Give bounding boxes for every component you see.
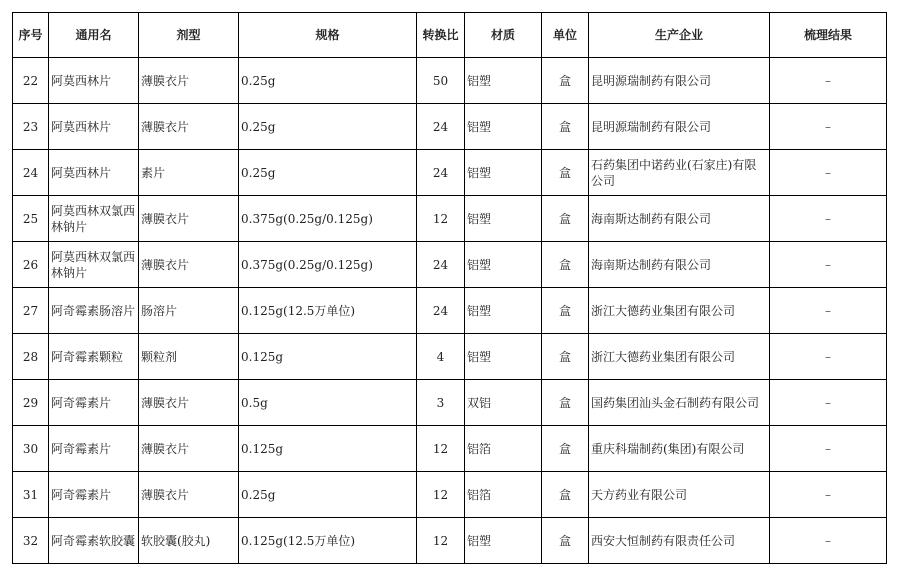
cell-unit: 盒 [542,196,589,242]
table-row [13,380,887,426]
cell-manufacturer: 天方药业有限公司 [589,472,770,518]
cell-review-result: – [770,150,887,196]
header-review-result: 梳理结果 [770,13,887,58]
cell-conversion-ratio: 12 [417,196,465,242]
cell-dosage-form: 薄膜衣片 [139,104,239,150]
cell-manufacturer: 石药集团中诺药业(石家庄)有限公司 [589,150,770,196]
cell-specification: 0.25g [239,104,417,150]
cell-material: 铝塑 [465,334,542,380]
cell-unit: 盒 [542,58,589,104]
cell-material: 铝塑 [465,58,542,104]
cell-seq-no: 24 [13,150,49,196]
cell-specification: 0.25g [239,58,417,104]
cell-conversion-ratio: 24 [417,104,465,150]
cell-conversion-ratio: 24 [417,150,465,196]
cell-unit: 盒 [542,426,589,472]
cell-dosage-form: 软胶囊(胶丸) [139,518,239,564]
cell-seq-no: 29 [13,380,49,426]
cell-unit: 盒 [542,472,589,518]
cell-review-result: – [770,472,887,518]
cell-seq-no: 31 [13,472,49,518]
cell-specification: 0.125g [239,334,417,380]
cell-manufacturer: 重庆科瑞制药(集团)有限公司 [589,426,770,472]
cell-seq-no: 32 [13,518,49,564]
cell-manufacturer: 昆明源瑞制药有限公司 [589,58,770,104]
cell-conversion-ratio: 12 [417,472,465,518]
cell-specification: 0.375g(0.25g/0.125g) [239,242,417,288]
header-seq-no: 序号 [13,13,49,58]
cell-conversion-ratio: 12 [417,518,465,564]
table-row [13,196,887,242]
table-row [13,58,887,104]
cell-review-result: – [770,426,887,472]
cell-dosage-form: 素片 [139,150,239,196]
cell-conversion-ratio: 12 [417,426,465,472]
table-header-row [13,13,887,58]
header-unit: 单位 [542,13,589,58]
cell-specification: 0.5g [239,380,417,426]
cell-review-result: – [770,380,887,426]
cell-seq-no: 28 [13,334,49,380]
cell-material: 铝塑 [465,104,542,150]
cell-manufacturer: 浙江大德药业集团有限公司 [589,288,770,334]
cell-conversion-ratio: 4 [417,334,465,380]
table-row [13,150,887,196]
cell-seq-no: 23 [13,104,49,150]
drug-list-table [12,12,887,564]
cell-manufacturer: 海南斯达制药有限公司 [589,196,770,242]
header-manufacturer: 生产企业 [589,13,770,58]
cell-manufacturer: 浙江大德药业集团有限公司 [589,334,770,380]
cell-review-result: – [770,518,887,564]
cell-conversion-ratio: 50 [417,58,465,104]
table-row [13,288,887,334]
cell-seq-no: 22 [13,58,49,104]
header-generic-name: 通用名 [49,13,139,58]
header-conversion-ratio: 转换比 [417,13,465,58]
cell-conversion-ratio: 3 [417,380,465,426]
cell-material: 铝塑 [465,150,542,196]
cell-conversion-ratio: 24 [417,242,465,288]
cell-dosage-form: 颗粒剂 [139,334,239,380]
cell-seq-no: 27 [13,288,49,334]
header-material: 材质 [465,13,542,58]
cell-material: 铝塑 [465,242,542,288]
cell-specification: 0.125g [239,426,417,472]
cell-dosage-form: 肠溶片 [139,288,239,334]
cell-dosage-form: 薄膜衣片 [139,242,239,288]
cell-generic-name: 阿奇霉素片 [49,472,139,518]
cell-material: 铝箔 [465,426,542,472]
cell-review-result: – [770,288,887,334]
cell-unit: 盒 [542,518,589,564]
table-row [13,472,887,518]
cell-dosage-form: 薄膜衣片 [139,196,239,242]
cell-unit: 盒 [542,150,589,196]
header-dosage-form: 剂型 [139,13,239,58]
cell-generic-name: 阿奇霉素片 [49,380,139,426]
cell-specification: 0.25g [239,472,417,518]
cell-review-result: – [770,196,887,242]
cell-specification: 0.125g(12.5万单位) [239,288,417,334]
cell-unit: 盒 [542,104,589,150]
cell-generic-name: 阿奇霉素软胶囊 [49,518,139,564]
table-body [13,58,887,564]
cell-specification: 0.125g(12.5万单位) [239,518,417,564]
cell-material: 双铝 [465,380,542,426]
cell-specification: 0.375g(0.25g/0.125g) [239,196,417,242]
cell-seq-no: 25 [13,196,49,242]
cell-generic-name: 阿莫西林片 [49,104,139,150]
cell-generic-name: 阿莫西林双氯西林钠片 [49,196,139,242]
cell-material: 铝箔 [465,472,542,518]
cell-manufacturer: 昆明源瑞制药有限公司 [589,104,770,150]
cell-conversion-ratio: 24 [417,288,465,334]
cell-review-result: – [770,58,887,104]
cell-generic-name: 阿奇霉素肠溶片 [49,288,139,334]
cell-unit: 盒 [542,334,589,380]
table-row [13,334,887,380]
cell-manufacturer: 国药集团汕头金石制药有限公司 [589,380,770,426]
cell-review-result: – [770,104,887,150]
cell-material: 铝塑 [465,196,542,242]
table-row [13,104,887,150]
cell-specification: 0.25g [239,150,417,196]
cell-material: 铝塑 [465,518,542,564]
cell-dosage-form: 薄膜衣片 [139,472,239,518]
cell-manufacturer: 西安大恒制药有限责任公司 [589,518,770,564]
header-specification: 规格 [239,13,417,58]
cell-unit: 盒 [542,288,589,334]
cell-unit: 盒 [542,380,589,426]
cell-dosage-form: 薄膜衣片 [139,426,239,472]
table-row [13,426,887,472]
cell-seq-no: 30 [13,426,49,472]
cell-seq-no: 26 [13,242,49,288]
cell-dosage-form: 薄膜衣片 [139,58,239,104]
table-row [13,518,887,564]
cell-material: 铝塑 [465,288,542,334]
cell-generic-name: 阿奇霉素片 [49,426,139,472]
cell-generic-name: 阿莫西林片 [49,150,139,196]
cell-review-result: – [770,334,887,380]
cell-generic-name: 阿莫西林片 [49,58,139,104]
cell-generic-name: 阿奇霉素颗粒 [49,334,139,380]
cell-generic-name: 阿莫西林双氯西林钠片 [49,242,139,288]
table-row [13,242,887,288]
cell-unit: 盒 [542,242,589,288]
cell-review-result: – [770,242,887,288]
cell-dosage-form: 薄膜衣片 [139,380,239,426]
cell-manufacturer: 海南斯达制药有限公司 [589,242,770,288]
